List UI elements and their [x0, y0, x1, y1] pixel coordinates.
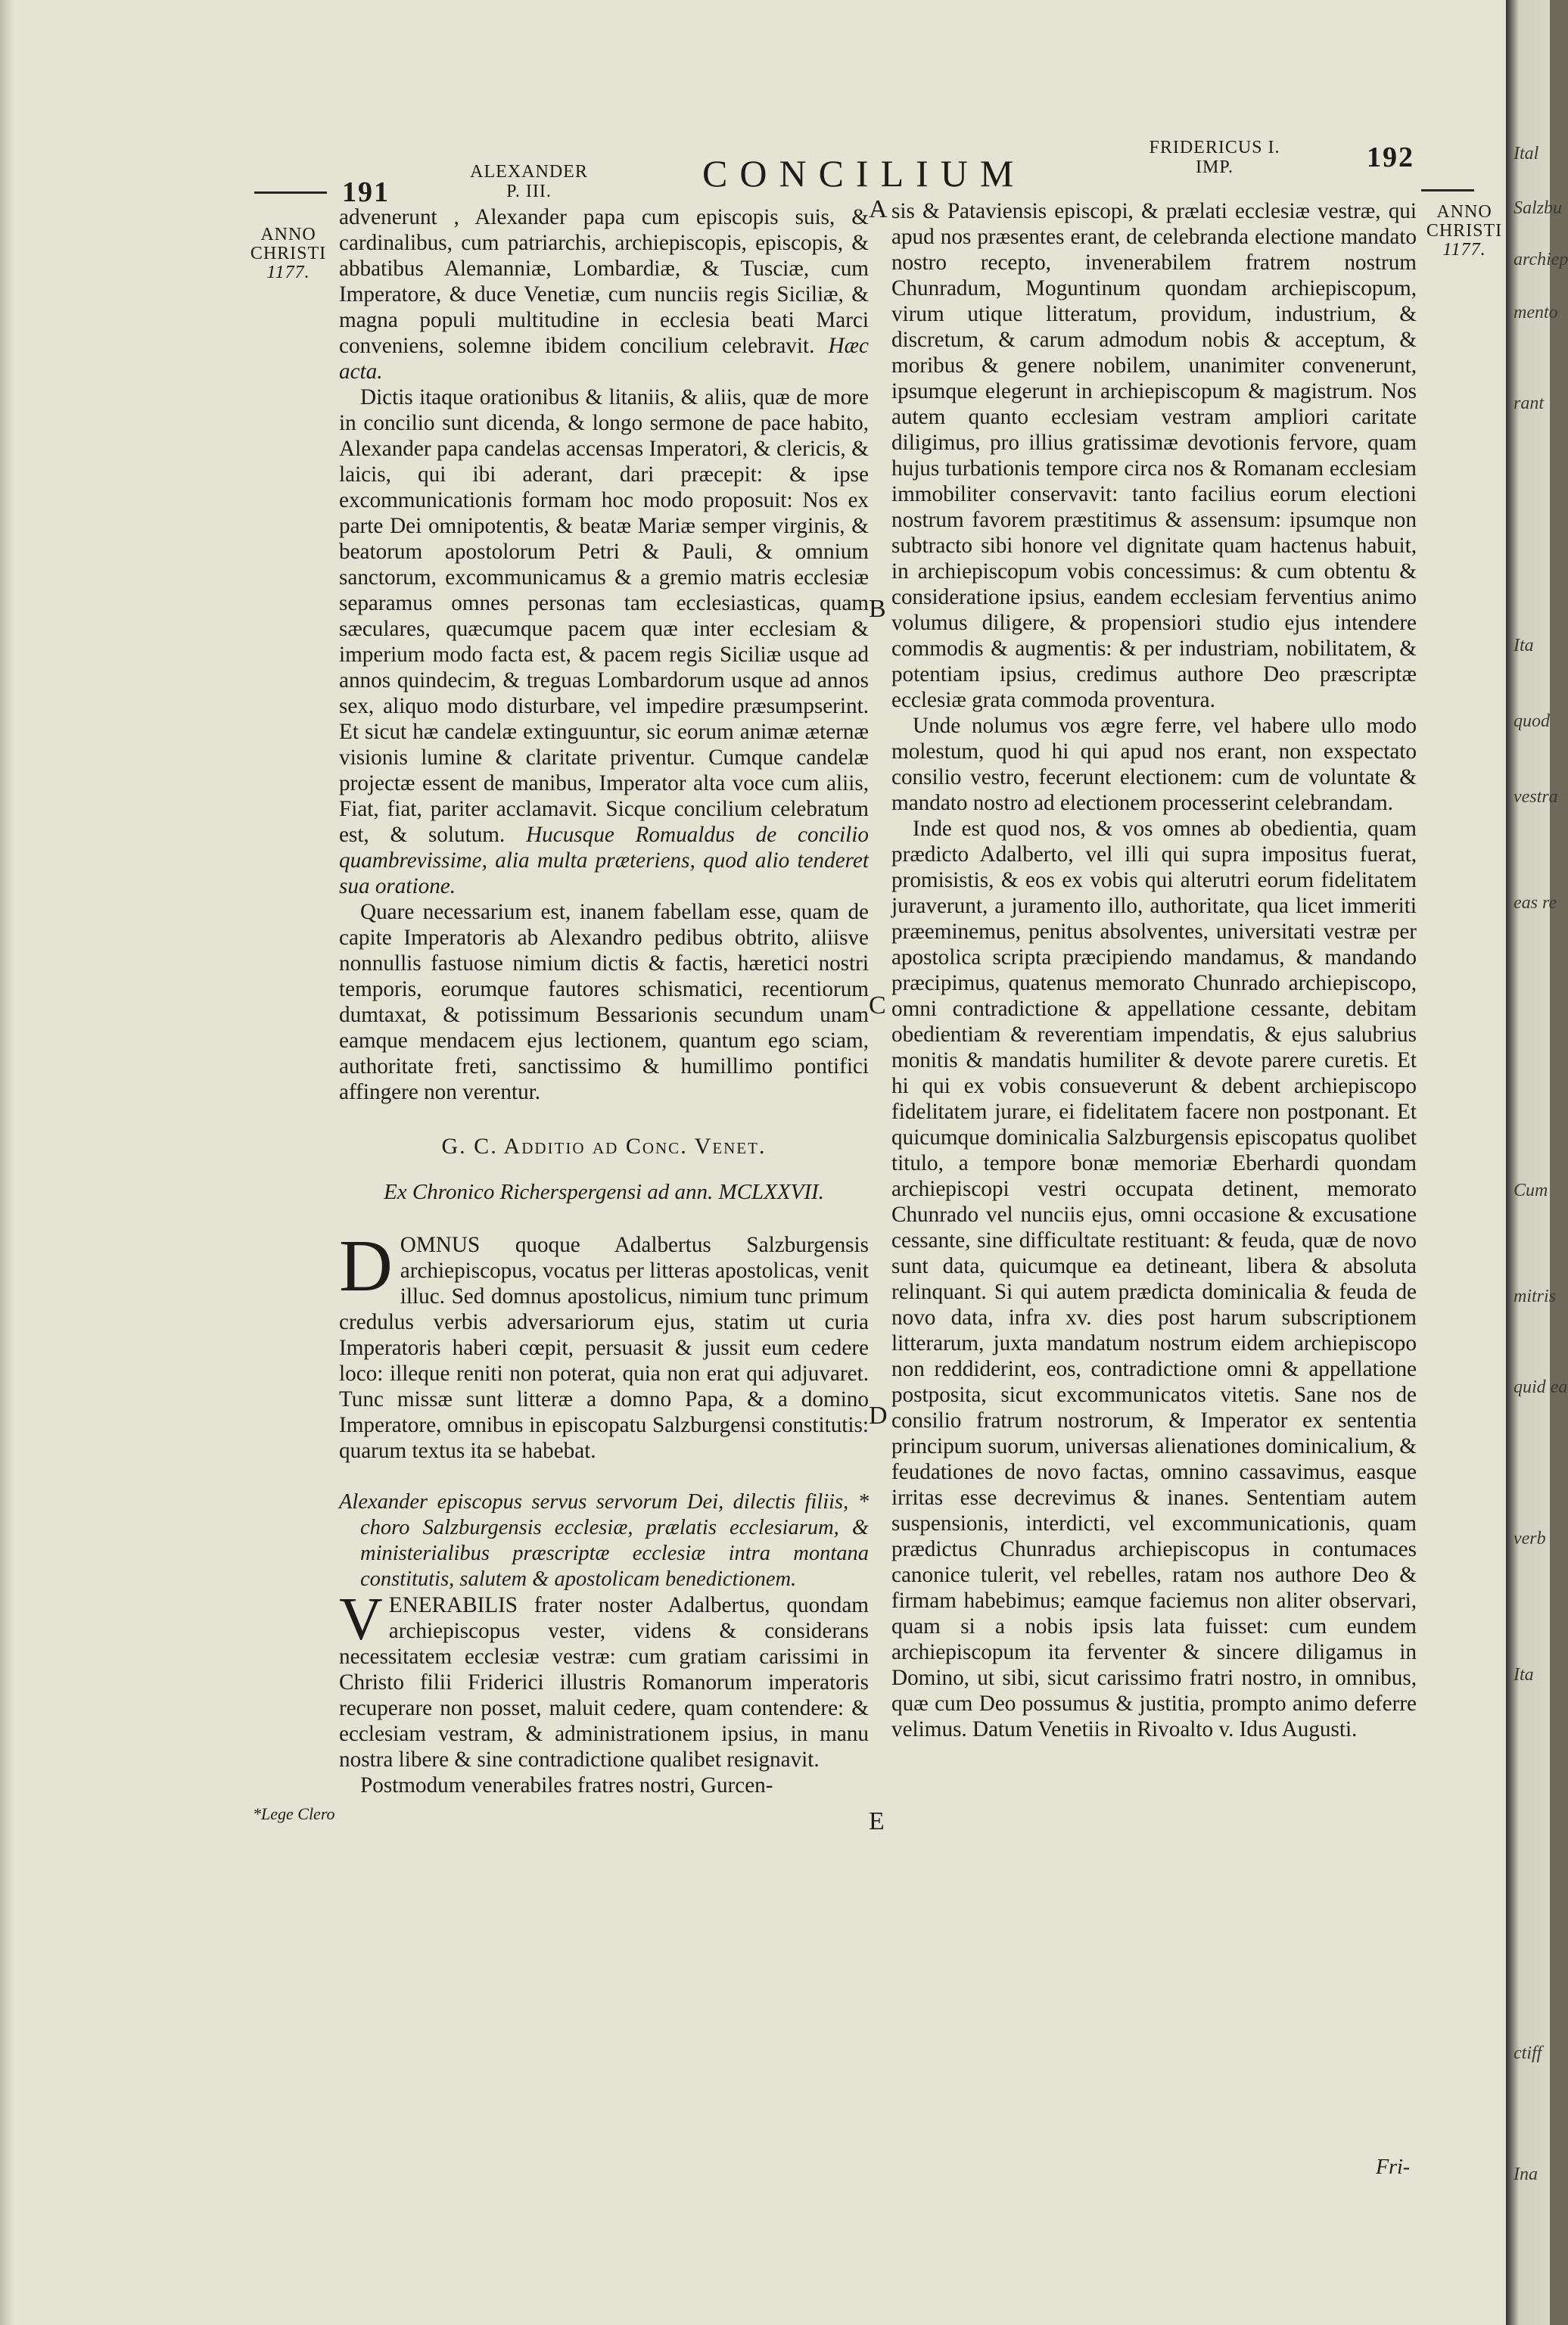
running-head-left [457, 162, 601, 201]
next-page-fragment: eas re [1514, 893, 1557, 913]
next-page-fragment: Ita [1514, 1665, 1534, 1685]
section-letter-c: C [869, 991, 886, 1019]
next-page-fragment: vestra [1514, 787, 1558, 807]
running-head-left-sub: P. III. [506, 182, 552, 201]
next-page-fragment: Salzbu [1514, 198, 1563, 218]
margin-anno: ANNO [260, 225, 316, 244]
margin-anno: ANNO [1436, 202, 1492, 222]
next-page-fragment: ctiff [1514, 2043, 1542, 2063]
page-number-left: 191 [342, 176, 390, 208]
margin-year: 1177. [266, 263, 310, 282]
left-paragraph-5-text: frater noster Adalbertus, quondam archiepiscopus vester, videns & considerans necessitatem ecclesiæ vestræ: cum gratiam carissimi in Christo filii Friderici illustris Romanorum imperatoris recuperare non posset, maluit cedere, quam contendere: & ecclesiam vestram, & administrationem ipsius, in manu nostra libere & sine contradictione qualibet resignavit. [339, 1593, 869, 1772]
next-page-fragment: Ina [1514, 2165, 1538, 2184]
right-column [891, 198, 1417, 1742]
running-head-right [1135, 138, 1294, 177]
left-paragraph-6: Postmodum venerabiles fratres nostri, Gurcen- [360, 1773, 773, 1797]
next-page-fragment: rant [1514, 394, 1545, 413]
drop-cap-d: D [339, 1225, 393, 1307]
running-head-left-name: ALEXANDER [470, 162, 588, 182]
left-paragraph-1-text: advenerunt , Alexander papa cum episcopis suis, & cardinalibus, cum patriarchis, archiepiscopis, episcopis, & abbatibus Alemanniæ, Lombardiæ, & Tusciæ, cum Imperatore, & duce Venetiæ, cum nunciis regis Siciliæ, & magna populi multitudine in ecclesia beati Marci conveniens, solemne ibidem concilium celebravit. [339, 205, 869, 358]
left-paragraph-5 [339, 1586, 869, 1773]
left-paragraph-2-text: Dictis itaque orationibus & litaniis, & aliis, quæ de more in concilio sunt dicenda, & longo sermone de pace habito, Alexander papa candelas accensas Imperatori, & clericis, & laicis, qui ibi aderant, dari præcepit: & ipse excommunicationis formam hoc modo proposuit: Nos ex parte Dei omnipotentis, & beatæ Mariæ semper virginis, & beatorum apostolorum Petri & Pauli, & omnium sanctorum, excommunicamus & a gremio matris ecclesiæ separamus omnes personas tam ecclesiasticas, quam sæculares, quæcumque pacem quæ inter ecclesiam & imperium modo facta est, & pacem regis Siciliæ usque ad annos quindecim, & treguas Lombardorum usque ad annos sex, aliquo modo disturbare, vel impedire præsumpserint. Et sicut hæ candelæ extinguuntur, sic eorum animæ æternæ visionis lumine & claritate priventur. Cumque candelæ projectæ essent de manibus, Imperator alta voce cum aliis, Fiat, fiat, pariter acclamavit. Sicque concilium celebratum est, & solutum. [339, 385, 869, 847]
margin-christi: CHRISTI [1426, 221, 1503, 241]
section-letter-e: E [869, 1807, 885, 1835]
drop-cap-v: V [339, 1586, 383, 1653]
next-page-fragment: quod [1514, 711, 1550, 731]
running-head-right-sub: IMP. [1195, 157, 1234, 177]
next-page-fragment: Cum [1514, 1181, 1548, 1200]
section-letter-d: D [869, 1402, 888, 1430]
section-letter-b: B [869, 595, 886, 623]
margin-christi: CHRISTI [250, 244, 327, 263]
next-page-fragment: quid ea [1514, 1377, 1568, 1397]
right-paragraph-3: Inde est quod nos, & vos omnes ab obedientia, quam prædicto Adalberto, vel illi qui supra impositus fuerat, promisistis, & eos ex vobis qui alterutri eorum fidelitatem juraverunt, a juramento illo, authoritate, qua licet immeriti præeminemus, penitus absolventes, universitati vestræ per apostolica scripta præcipiendo mandamus, & mandando præcipimus, quatenus memorato Chunrado archiepiscopo, omni contradictione & appellatione cessante, debitam obedientiam & reverentiam impendatis, & ejus salubrius monitis & mandatis humiliter & devote parere curetis. Et hi qui ex vobis consueverunt & debent archiepiscopo fidelitatem jurare, ei fidelitatem facere non postponant. Et quicumque dominicalia Salzburgensis episcopatus quolibet titulo, a tempore bonæ memoriæ Eberhardi quondam archiepiscopi vestri occupata detinent, memorato Chunrado vel nunciis ejus, omni occasione & excusatione cessante, sine difficultate restituant: & feuda, quæ de novo sunt data, quicumque ea detineant, libera & absoluta relinquant. Si qui autem prædicta dominicalia & feuda de novo data, infra xv. dies post harum subscriptionem litterarum, juxta mandatum nostrum eidem archiepiscopo non reddiderint, eos, contradictione omni & appellatione postposita, sicut excommunicatos vitetis. Sane nos de consilio fratrum nostrorum, & Imperator ex sententia principum suorum, universas alienationes dominicalium, & feudationes de novo factas, omnino cassavimus, easque irritas esse decrevimus & inanes. Sententiam autem suspensionis, interdicti, vel excommunicationis, quam prædictus Chunradus archiepiscopus in contumaces canonice tulerit, vel rebelles, ratam nos authore Deo & firmam habebimus; eamque faciemus non aliter observari, quam si a nobis ipsis lata fuisset: cum eundem archiepiscopum ita ferventer & sincere diligamus in Domino, ut sibi, sicut carissimo fratri nostro, in omnibus, quæ cum Deo possumus & justitia, prompto animo deferre velimus. Datum Venetiis in Rivoalto v. Idus Augusti. [891, 817, 1417, 1741]
left-paragraph-4-text: quoque Adalbertus Salzburgensis archiepiscopus, vocatus per litteras apostolicas, venit illuc. Sed domnus apostolicus, nimium tunc primum credulus verbis adversariorum ejus, statim ut curia Imperatoris haberi cœpit, persuasit & jussit eum cedere loco: illeque reniti non poterat, quia non erat qui adjuvaret. Tunc missæ sunt litteræ a domno Papa, & a domino Imperatore, omnibus in episcopatu Salzburgensi constitutis: quarum textus ita se habebat. [339, 1233, 869, 1463]
left-paragraph-3: Quare necessarium est, inanem fabellam esse, quam de capite Imperatoris ab Alexandro pedibus obtrito, aliisve nonnullis fastuose nimium dictis & factis, hæretici nostri temporis, eorumque fautores schismatici, recentiorum dumtaxat, & potissimum Bessarionis secundum unam eamque mendacem ejus lectionem, quantum ego sciam, authoritate freti, sanctissimo & humillimo pontifici affingere non verentur. [339, 900, 869, 1104]
margin-rule-right [1421, 189, 1474, 191]
next-page-fragment: mitris [1514, 1287, 1557, 1306]
margin-year-right [1423, 203, 1506, 260]
margin-rule-left [254, 191, 327, 194]
right-paragraph-1: sis & Pataviensis episcopi, & prælati ecclesiæ vestræ, qui apud nos præsentes erant, de celebranda electione mandato nostro recepto, invenerabilem fratrem nostrum Chunradum, Moguntinum quondam archiepiscopum, virum utique litteratum, providum, industrium, & discretum, & carum admodum nobis & acceptum, & moribus & genere nobilem, unanimiter convenerunt, ipsumque elegerunt in archiepiscopum & magistrum. Nos autem quanto ecclesiam vestram ampliori caritate diligimus, pro illius gratissimæ devotionis fervore, quam hujus turbationis tempore circa nos & Romanam ecclesiam immobiliter conservavit: tanto facilius eorum electioni nostrum favorem præstitimus & assensum: ipsumque non subtracto sibi honore vel dignitate quam hactenus habuit, in archiepiscopum vobis concessimus: & cum obtentu & consideratione ipsius, eandem ecclesiam ferventius animo volumus diligere, & propensiori studio ejus intendere commodis & augmentis: & per industriam, nobilitatem, & potentiam ipsius, credimus authore Deo præscriptæ ecclesiæ grata commoda proventura. [891, 199, 1417, 712]
next-page-fragment: Ita [1514, 636, 1534, 655]
margin-year-left [247, 226, 330, 282]
margin-note-lege-clero: *Lege Clero [253, 1804, 335, 1823]
section-source: Ex Chronico Richerspergensi ad ann. MCLXXVII. [384, 1180, 824, 1204]
right-paragraph-2: Unde nolumus vos ægre ferre, vel habere ullo modo molestum, quod hi qui apud nos erant, non exspectato consilio vestro, fecerunt electionem: cum de voluntate & mandato nostro ad electionem processerint celebrandam. [891, 714, 1417, 815]
next-page-fragment: archiep [1514, 250, 1568, 269]
left-paragraph-1-end: Hæc acta. [339, 334, 869, 384]
left-paragraph-5-first-word: ENERABILIS [388, 1593, 518, 1617]
left-paragraph-2 [339, 384, 869, 899]
page-gutter [0, 0, 14, 2325]
page-number-right: 192 [1367, 142, 1414, 173]
next-page-fragment: mento [1514, 303, 1558, 322]
section-letter-a: A [869, 195, 888, 223]
next-page-edge [1506, 0, 1568, 2325]
margin-year: 1177. [1442, 240, 1486, 260]
left-paragraph-4 [339, 1225, 869, 1464]
letter-salutation: Alexander episcopus servus servorum Dei, dilectis filiis, * choro Salzburgensis ecclesiæ, prælatis ecclesiarum, & ministerialibus præscriptæ ecclesiæ intra montana constitutis, salutem & apostolicam benedictionem. [339, 1490, 869, 1591]
left-paragraph-4-first-word: OMNUS [400, 1233, 481, 1257]
next-page-fragment: Ital [1514, 144, 1539, 163]
left-paragraph-2-italic: Hucusque Romualdus de concilio quambrevissime, alia multa præteriens, quod alio tenderet sua oratione. [339, 823, 869, 898]
catchword: Fri- [1376, 2155, 1411, 2179]
left-column [339, 204, 869, 1798]
left-paragraph-1 [339, 204, 869, 384]
next-page-fragment: verb [1514, 1529, 1546, 1548]
running-title: CONCILIUM [702, 152, 1026, 195]
section-heading: G. C. Additio ad Conc. Venet. [441, 1134, 767, 1159]
running-head-right-name: FRIDERICUS I. [1149, 138, 1280, 157]
